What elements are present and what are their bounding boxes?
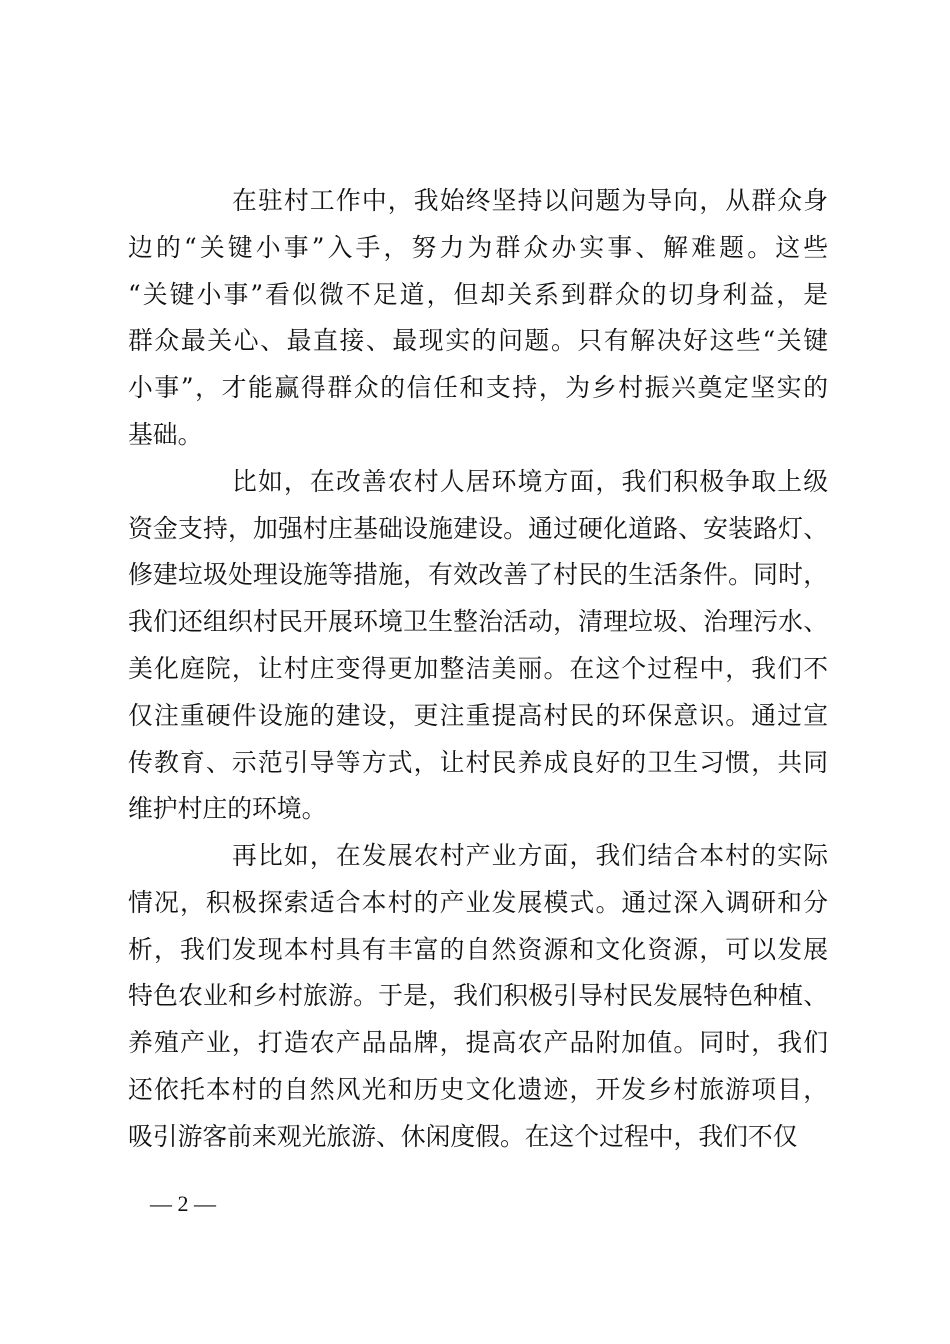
paragraph-intro-line: 基础。 bbox=[128, 420, 203, 449]
paragraph-industry-line: 特色农业和乡村旅游。于是，我们积极引导村民发展特色种植、 bbox=[128, 981, 829, 1010]
paragraph-industry-line: 情况，积极探索适合本村的产业发展模式。通过深入调研和分 bbox=[128, 888, 830, 917]
paragraph-environment-line: 传教育、示范引导等方式，让村民养成良好的卫生习惯，共同 bbox=[128, 748, 830, 777]
paragraph-industry-line: 吸引游客前来观光旅游、休闲度假。在这个过程中，我们不仅 bbox=[128, 1122, 798, 1151]
paragraph-environment-line: 仅注重硬件设施的建设，更注重提高村民的环保意识。通过宣 bbox=[128, 701, 830, 730]
paragraph-environment-line: 比如，在改善农村人居环境方面，我们积极争取上级 bbox=[232, 467, 830, 496]
paragraph-industry-line: 养殖产业，打造农产品品牌，提高农产品附加值。同时，我们 bbox=[128, 1028, 830, 1057]
paragraph-industry-line: 还依托本村的自然风光和历史文化遗迹，开发乡村旅游项目， bbox=[128, 1075, 830, 1104]
paragraph-environment-line: 美化庭院，让村庄变得更加整洁美丽。在这个过程中，我们不 bbox=[128, 654, 830, 683]
paragraph-environment-line: 维护村庄的环境。 bbox=[128, 794, 327, 823]
paragraph-environment-line: 修建垃圾处理设施等措施，有效改善了村民的生活条件。同时， bbox=[128, 560, 829, 589]
paragraph-industry-line: 析，我们发现本村具有丰富的自然资源和文化资源，可以发展 bbox=[128, 935, 830, 964]
paragraph-environment-line: 我们还组织村民开展环境卫生整治活动，清理垃圾、治理污水、 bbox=[128, 607, 829, 636]
paragraph-industry-line: 再比如，在发展农村产业方面，我们结合本村的实际 bbox=[232, 841, 830, 870]
paragraph-environment-line: 资金支持，加强村庄基础设施建设。通过硬化道路、安装路灯、 bbox=[128, 514, 829, 543]
paragraph-intro-line: 边的“关键小事”入手，努力为群众办实事、解难题。这些 bbox=[128, 233, 832, 262]
paragraph-intro-line: 小事”，才能赢得群众的信任和支持，为乡村振兴奠定坚实的 bbox=[128, 373, 830, 402]
paragraph-intro-line: “关键小事”看似微不足道，但却关系到群众的切身利益，是 bbox=[128, 280, 831, 309]
page-number: — 2 — bbox=[150, 1191, 216, 1216]
paragraph-intro-line: 群众最关心、最直接、最现实的问题。只有解决好这些“关键 bbox=[128, 326, 830, 355]
paragraph-intro-line: 在驻村工作中，我始终坚持以问题为导向，从群众身 bbox=[232, 186, 830, 215]
